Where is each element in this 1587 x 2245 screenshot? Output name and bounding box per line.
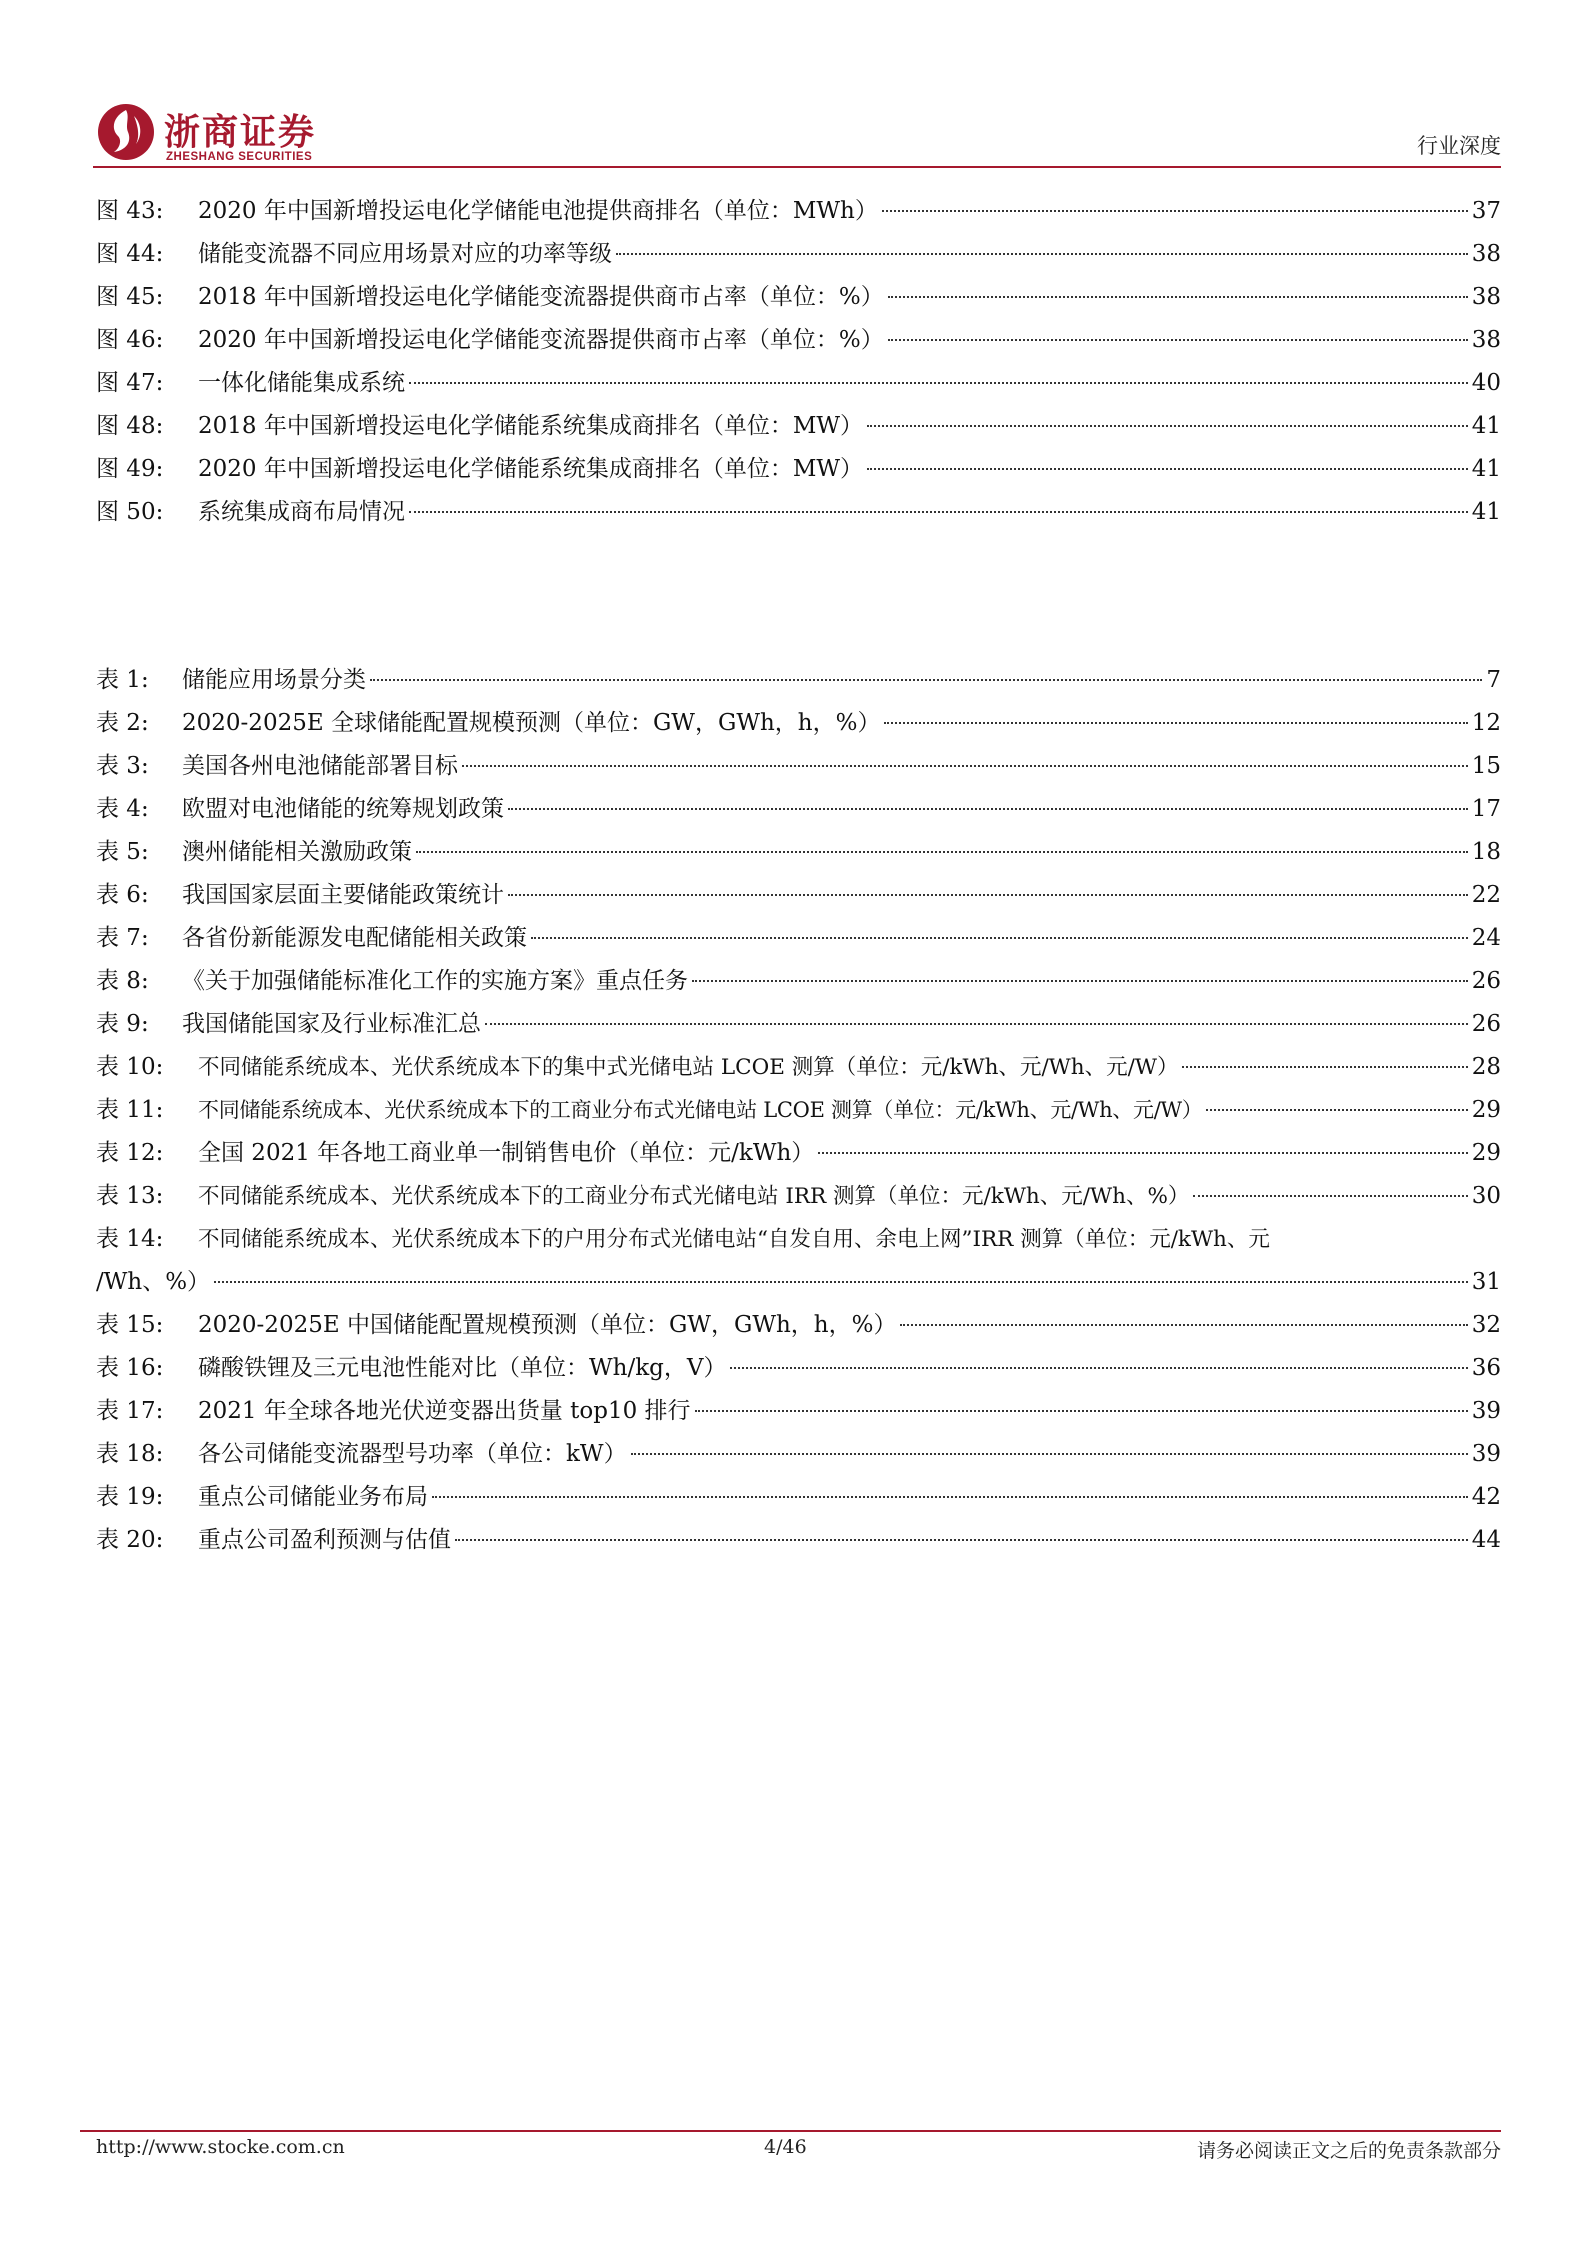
leader-dots xyxy=(409,511,1468,513)
page-header xyxy=(0,0,1587,175)
entry-number: 表 18: xyxy=(96,1441,164,1467)
toc-entry[interactable] xyxy=(96,1347,1501,1390)
entry-title: 2020-2025E 全球储能配置规模预测（单位：GW，GWh，h，%） xyxy=(182,710,881,736)
leader-dots xyxy=(1206,1109,1467,1111)
entry-page: 15 xyxy=(1471,753,1501,779)
entry-title: 我国储能国家及行业标准汇总 xyxy=(182,1011,481,1037)
leader-dots xyxy=(1193,1195,1467,1197)
entry-title: 美国各州电池储能部署目标 xyxy=(182,753,458,779)
entry-title: 不同储能系统成本、光伏系统成本下的户用分布式光储电站“自发自用、余电上网”IRR 测算（单位：元/kWh、元 xyxy=(198,1227,1270,1252)
page-number: 4/46 xyxy=(764,2136,807,2158)
entry-page: 41 xyxy=(1471,456,1501,482)
toc-entry[interactable] xyxy=(96,448,1501,491)
toc-entry[interactable] xyxy=(96,190,1501,233)
toc-entry[interactable] xyxy=(96,362,1501,405)
entry-number: 图 47: xyxy=(96,370,164,396)
leader-dots xyxy=(370,679,1482,681)
entry-page: 37 xyxy=(1471,198,1501,224)
entry-number: 图 43: xyxy=(96,198,164,224)
brand-name-cn: 浙商证券 xyxy=(164,112,317,153)
entry-title: 2020 年中国新增投运电化学储能变流器提供商市占率（单位：%） xyxy=(198,327,884,353)
entry-number: 表 10: xyxy=(96,1054,164,1080)
leader-dots xyxy=(888,339,1468,341)
leader-dots xyxy=(867,468,1468,470)
toc-entry[interactable] xyxy=(96,1519,1501,1562)
entry-page: 12 xyxy=(1471,710,1501,736)
entry-page: 22 xyxy=(1471,882,1501,908)
toc-entry[interactable] xyxy=(96,233,1501,276)
entry-page: 26 xyxy=(1471,1011,1501,1037)
entry-number: 图 48: xyxy=(96,413,164,439)
entry-page: 32 xyxy=(1471,1312,1501,1338)
footer-divider xyxy=(80,2130,1501,2132)
toc-entry[interactable] xyxy=(96,1175,1501,1218)
toc-entry[interactable] xyxy=(96,1046,1501,1089)
entry-number: 图 45: xyxy=(96,284,164,310)
entry-page: 18 xyxy=(1471,839,1501,865)
footer-disclaimer: 请务必阅读正文之后的免责条款部分 xyxy=(1196,2140,1501,2162)
entry-number: 表 11: xyxy=(96,1097,164,1123)
leader-dots xyxy=(409,382,1468,384)
header-divider xyxy=(93,166,1501,168)
entry-number: 表 5: xyxy=(96,839,149,865)
toc-entry[interactable] xyxy=(96,276,1501,319)
entry-number: 表 17: xyxy=(96,1398,164,1424)
entry-title: 我国国家层面主要储能政策统计 xyxy=(182,882,504,908)
entry-number: 表 14: xyxy=(96,1226,164,1252)
toc-entry[interactable] xyxy=(96,319,1501,362)
toc-entry[interactable] xyxy=(96,659,1501,702)
leader-dots xyxy=(867,425,1468,427)
toc-entry[interactable] xyxy=(96,745,1501,788)
entry-title: 各省份新能源发电配储能相关政策 xyxy=(182,925,527,951)
entry-title: 磷酸铁锂及三元电池性能对比（单位：Wh/kg，V） xyxy=(198,1355,727,1381)
toc-entry[interactable] xyxy=(96,491,1501,534)
entry-number: 图 50: xyxy=(96,499,164,525)
entry-page: 17 xyxy=(1471,796,1501,822)
figure-list xyxy=(96,190,1501,534)
leader-dots xyxy=(695,1410,1468,1412)
toc-entry[interactable] xyxy=(96,702,1501,745)
toc-entry[interactable] xyxy=(96,1390,1501,1433)
entry-title: 欧盟对电池储能的统筹规划政策 xyxy=(182,796,504,822)
toc-entry[interactable] xyxy=(96,831,1501,874)
entry-title: 2020 年中国新增投运电化学储能系统集成商排名（单位：MW） xyxy=(198,456,864,482)
entry-number: 表 2: xyxy=(96,710,149,736)
leader-dots xyxy=(462,765,1468,767)
table-list xyxy=(96,659,1501,1562)
entry-page: 7 xyxy=(1486,667,1501,693)
entry-title: 一体化储能集成系统 xyxy=(198,370,405,396)
entry-title: 不同储能系统成本、光伏系统成本下的工商业分布式光储电站 LCOE 测算（单位：元/kWh、元/Wh、元/W） xyxy=(198,1098,1203,1122)
leader-dots xyxy=(455,1539,1468,1541)
entry-page: 24 xyxy=(1471,925,1501,951)
leader-dots xyxy=(508,894,1468,896)
entry-title: 储能变流器不同应用场景对应的功率等级 xyxy=(198,241,612,267)
entry-number: 表 19: xyxy=(96,1484,164,1510)
entry-number: 表 15: xyxy=(96,1312,164,1338)
leader-dots xyxy=(485,1023,1468,1025)
entry-number: 表 8: xyxy=(96,968,149,994)
leader-dots xyxy=(900,1324,1467,1326)
entry-number: 表 12: xyxy=(96,1140,164,1166)
entry-page: 36 xyxy=(1471,1355,1501,1381)
entry-page: 26 xyxy=(1471,968,1501,994)
leader-dots xyxy=(531,937,1468,939)
toc-entry[interactable] xyxy=(96,1218,1501,1304)
footer-url-link[interactable]: http://www.stocke.com.cn xyxy=(96,2136,345,2158)
entry-page: 31 xyxy=(1471,1269,1501,1295)
entry-number: 表 16: xyxy=(96,1355,164,1381)
entry-number: 表 13: xyxy=(96,1183,164,1209)
entry-title: 全国 2021 年各地工商业单一制销售电价（单位：元/kWh） xyxy=(198,1140,815,1166)
leader-dots xyxy=(818,1152,1467,1154)
leader-dots xyxy=(884,722,1467,724)
entry-page: 28 xyxy=(1471,1054,1501,1080)
entry-title: 重点公司储能业务布局 xyxy=(198,1484,428,1510)
entry-title: 系统集成商布局情况 xyxy=(198,499,405,525)
entry-title: 不同储能系统成本、光伏系统成本下的集中式光储电站 LCOE 测算（单位：元/kWh、元/Wh、元/W） xyxy=(198,1055,1179,1080)
toc-entry[interactable] xyxy=(96,960,1501,1003)
entry-number: 图 49: xyxy=(96,456,164,482)
brand-name-en: ZHESHANG SECURITIES xyxy=(166,151,313,163)
entry-title: 《关于加强储能标准化工作的实施方案》重点任务 xyxy=(182,968,688,994)
entry-page: 41 xyxy=(1471,413,1501,439)
toc-entry[interactable] xyxy=(96,917,1501,960)
leader-dots xyxy=(508,808,1468,810)
toc-entry[interactable] xyxy=(96,1476,1501,1519)
entry-page: 40 xyxy=(1471,370,1501,396)
entry-page: 29 xyxy=(1471,1140,1501,1166)
entry-number: 表 20: xyxy=(96,1527,164,1553)
entry-title: 2021 年全球各地光伏逆变器出货量 top10 排行 xyxy=(198,1398,691,1424)
toc-entry[interactable] xyxy=(96,1132,1501,1175)
entry-number: 表 4: xyxy=(96,796,149,822)
entry-number: 表 7: xyxy=(96,925,149,951)
entry-page: 39 xyxy=(1471,1398,1501,1424)
leader-dots xyxy=(730,1367,1467,1369)
leader-dots xyxy=(214,1281,1468,1283)
report-type-label: 行业深度 xyxy=(1417,134,1501,158)
entry-page: 42 xyxy=(1471,1484,1501,1510)
entry-page: 38 xyxy=(1471,241,1501,267)
entry-number: 表 1: xyxy=(96,667,149,693)
toc-entry[interactable] xyxy=(96,874,1501,917)
toc-entry[interactable] xyxy=(96,1003,1501,1046)
leader-dots xyxy=(432,1496,1468,1498)
leader-dots xyxy=(888,296,1468,298)
entry-title: 不同储能系统成本、光伏系统成本下的工商业分布式光储电站 IRR 测算（单位：元/kWh、元/Wh、%） xyxy=(198,1184,1190,1209)
entry-number: 图 44: xyxy=(96,241,164,267)
entry-title: 2020 年中国新增投运电化学储能电池提供商排名（单位：MWh） xyxy=(198,198,878,224)
entry-title: 2018 年中国新增投运电化学储能系统集成商排名（单位：MW） xyxy=(198,413,864,439)
entry-title: 2018 年中国新增投运电化学储能变流器提供商市占率（单位：%） xyxy=(198,284,884,310)
toc-entry[interactable] xyxy=(96,1089,1501,1132)
entry-title: 重点公司盈利预测与估值 xyxy=(198,1527,451,1553)
entry-title: 储能应用场景分类 xyxy=(182,667,366,693)
entry-page: 41 xyxy=(1471,499,1501,525)
toc-entry[interactable] xyxy=(96,1304,1501,1347)
leader-dots xyxy=(416,851,1468,853)
entry-page: 39 xyxy=(1471,1441,1501,1467)
entry-page: 29 xyxy=(1471,1097,1501,1123)
entry-page: 30 xyxy=(1471,1183,1501,1209)
entry-title: 各公司储能变流器型号功率（单位：kW） xyxy=(198,1441,627,1467)
entry-page: 38 xyxy=(1471,284,1501,310)
entry-page: 44 xyxy=(1471,1527,1501,1553)
leader-dots xyxy=(631,1453,1468,1455)
zheshang-logo-icon xyxy=(96,102,156,162)
leader-dots xyxy=(692,980,1468,982)
entry-number: 表 6: xyxy=(96,882,149,908)
entry-number: 图 46: xyxy=(96,327,164,353)
leader-dots xyxy=(1182,1066,1467,1068)
toc-entry[interactable] xyxy=(96,1433,1501,1476)
toc-entry[interactable] xyxy=(96,405,1501,448)
leader-dots xyxy=(616,253,1468,255)
entry-number: 表 3: xyxy=(96,753,149,779)
entry-page: 38 xyxy=(1471,327,1501,353)
leader-dots xyxy=(882,210,1468,212)
entry-number: 表 9: xyxy=(96,1011,149,1037)
toc-entry[interactable] xyxy=(96,788,1501,831)
entry-title-continued: /Wh、%） xyxy=(96,1269,211,1295)
entry-title: 澳州储能相关激励政策 xyxy=(182,839,412,865)
entry-title: 2020-2025E 中国储能配置规模预测（单位：GW，GWh，h，%） xyxy=(198,1312,897,1338)
